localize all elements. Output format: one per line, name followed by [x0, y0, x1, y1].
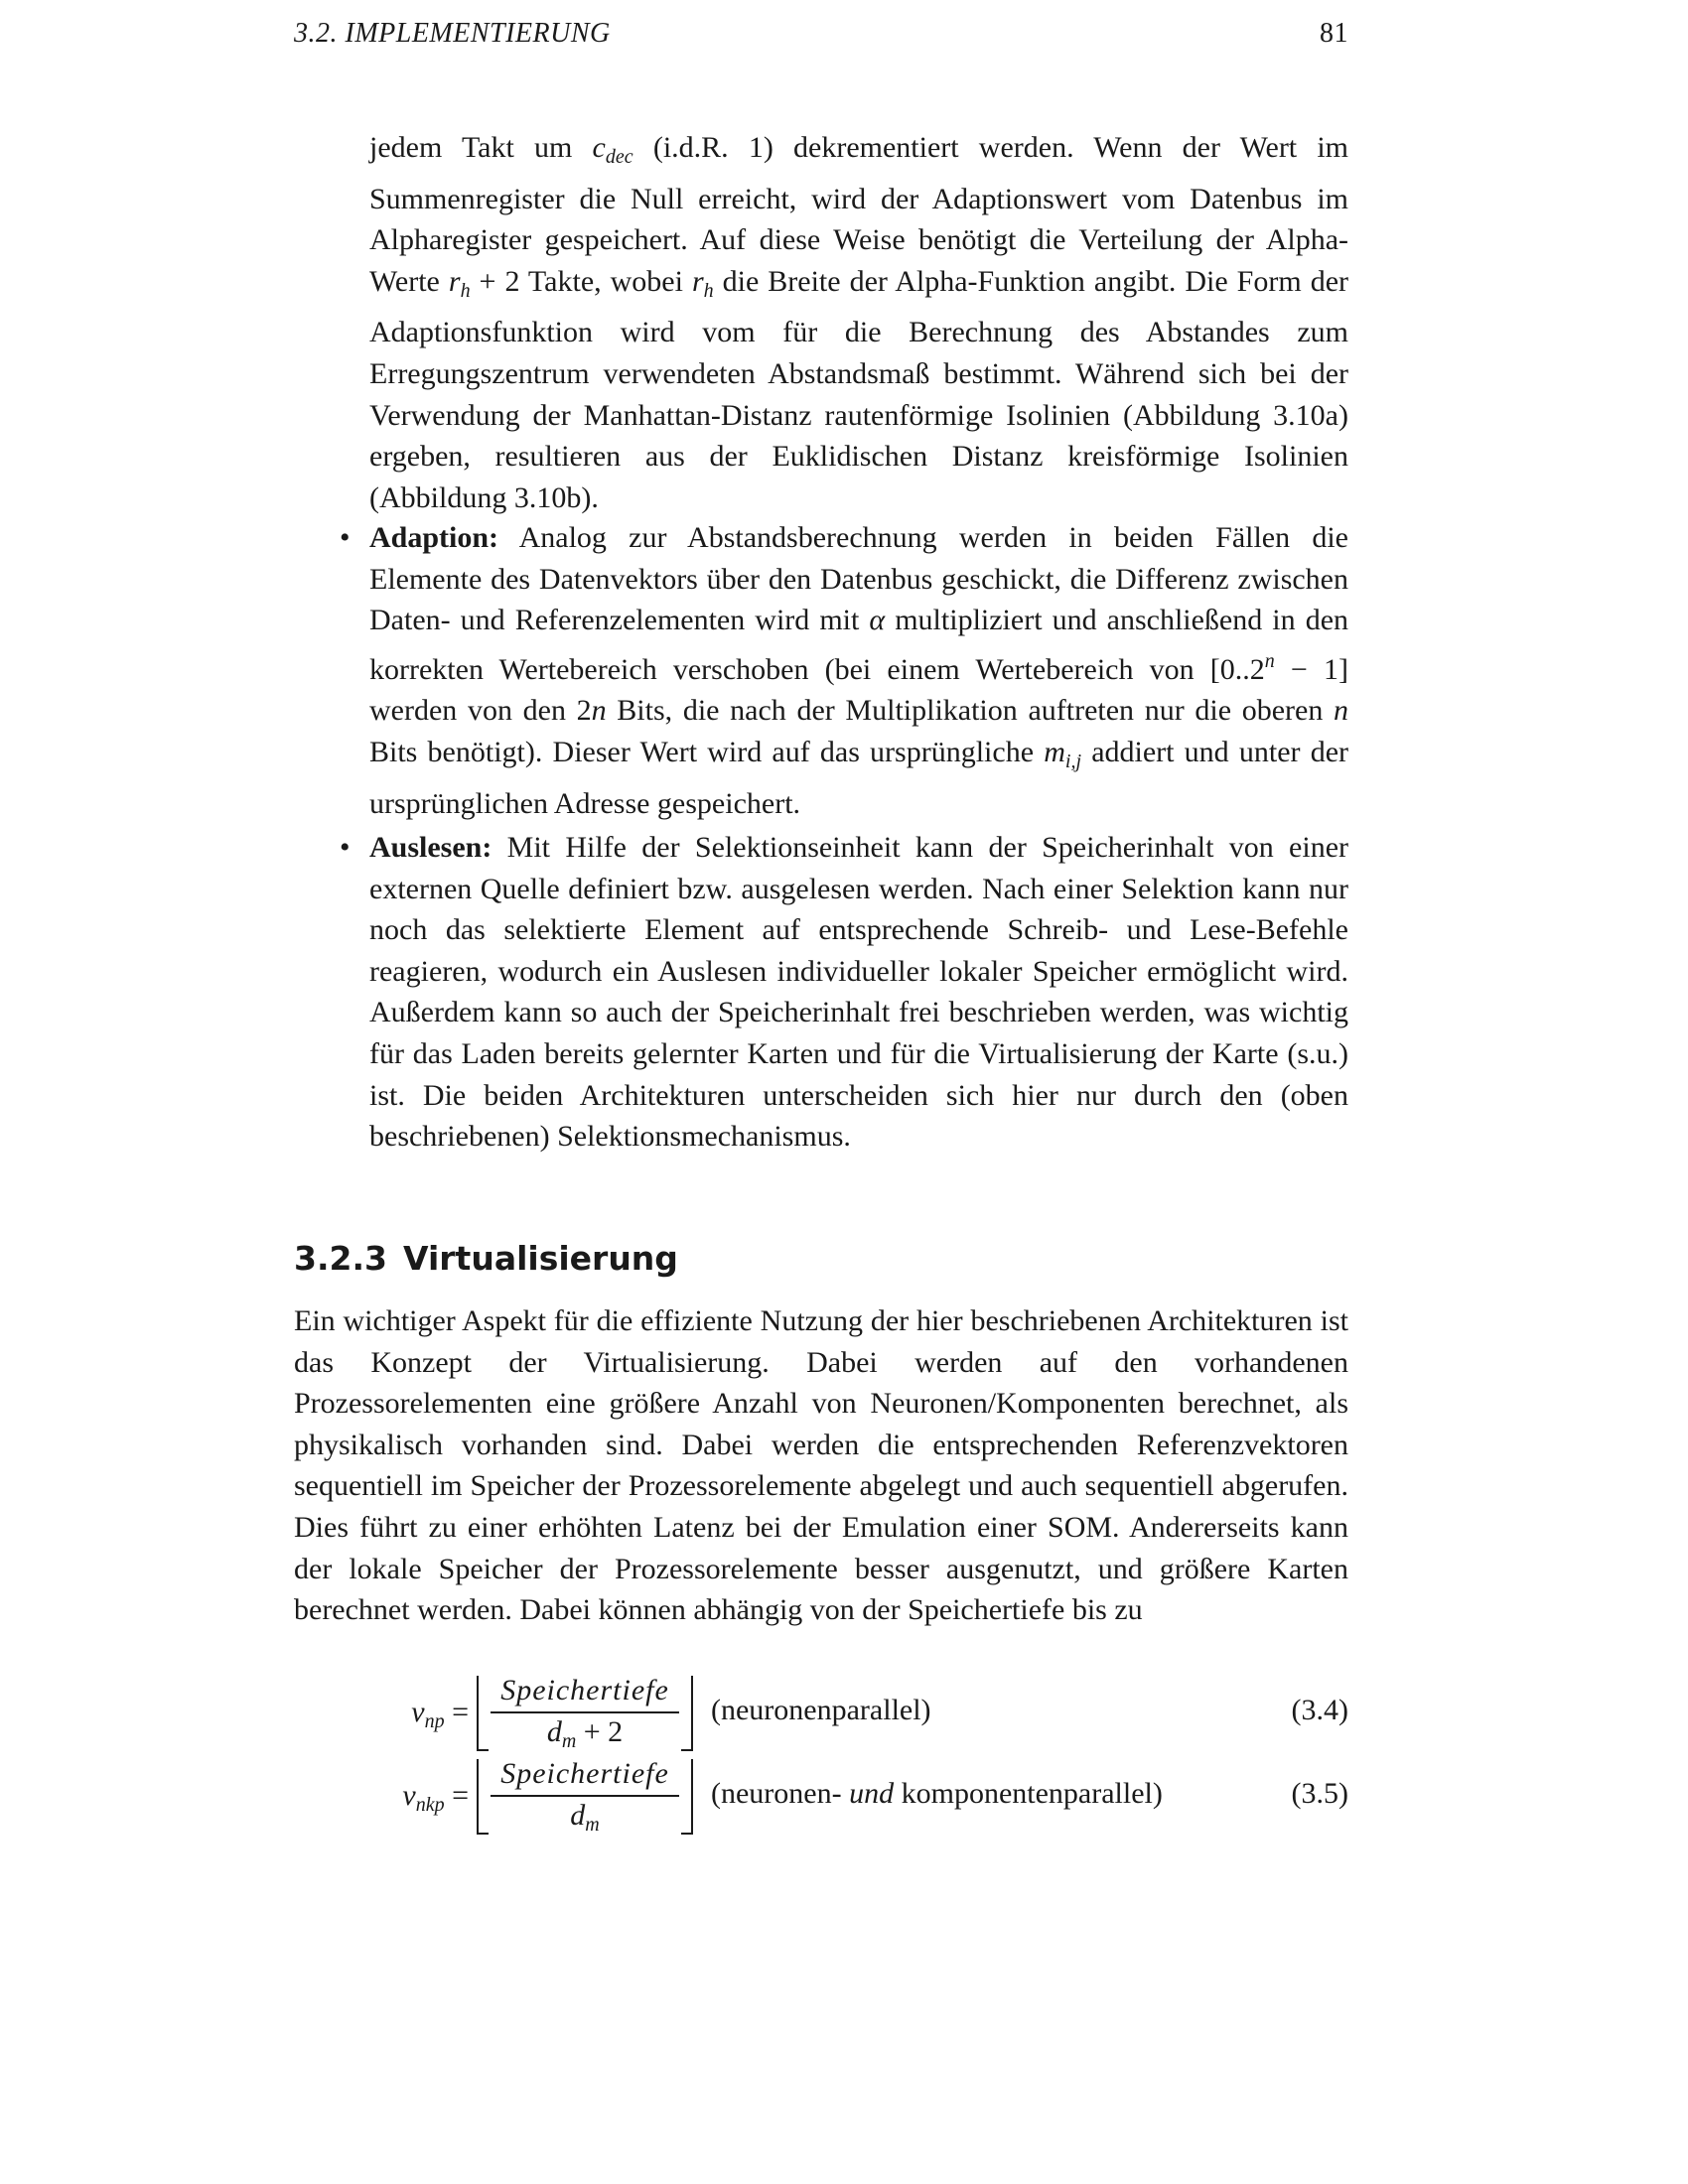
den-rest: + 2 [576, 1715, 624, 1748]
section-title: Virtualisierung [403, 1239, 678, 1278]
item-text: Bits, die nach der Multiplikation auftreten nur die oberen [606, 694, 1334, 728]
math-alpha: α [869, 604, 886, 637]
section-number: 3.2.3 [294, 1239, 387, 1278]
floor-fraction [477, 1757, 693, 1837]
equation-lhs [411, 1696, 469, 1733]
den-sub: m [585, 1814, 600, 1836]
math-r: r [691, 264, 704, 298]
para-text: (i.d.R. 1) dekrementiert werden. Wenn der Wert im Summenregister die Null erreicht, wird der Adaptionswert vom Datenbus im Alpharegister gespeichert. Auf diese Weise benötigt die Verteilung der Alpha-Werte [369, 131, 1348, 298]
bullet: • [340, 521, 351, 554]
fraction-denominator [491, 1799, 679, 1837]
continuation-paragraph [369, 127, 1348, 518]
item-label: Auslesen: [369, 831, 492, 864]
equation-lhs [402, 1779, 469, 1817]
eq-var: v [402, 1779, 416, 1812]
desc-text: (neuronenparallel) [711, 1694, 931, 1726]
para-text: jedem Takt um [369, 131, 593, 164]
item-label: Adaption: [369, 521, 499, 554]
fraction-bar [491, 1795, 679, 1797]
eq-var-sub: nkp [415, 1794, 445, 1816]
equation-number: (3.4) [1291, 1694, 1348, 1726]
eq-equals: = [452, 1696, 469, 1728]
math-m-sub: i,j [1064, 750, 1082, 772]
page-number: 81 [1320, 18, 1348, 49]
para-text: die Breite der Alpha-Funktion angibt. Die Form der Adaptionsfunktion wird vom für die Berechnung des Abstandes zum Erregungszentrum verwendeten Abstandsmaß bestimmt. Während sich bei der Verwendung der Manhattan-Distanz rautenförmige Isolinien (Abbildung 3.10a) ergeben, resultieren aus der Euklidischen Distanz kreisförmige Isolinien (Abbildung 3.10b). [369, 264, 1349, 514]
running-head-section: 3.2. IMPLEMENTIERUNG [294, 18, 611, 49]
math-c: c [592, 131, 606, 164]
math-n: n [1334, 694, 1348, 728]
equation-number: (3.5) [1291, 1777, 1348, 1810]
eq-var: v [411, 1696, 425, 1728]
item-text: Bits benötigt). Dieser Wert wird auf das ursprüngliche [369, 735, 1045, 768]
floor-bracket-left [477, 1676, 489, 1751]
list-item-adaption [340, 517, 1349, 824]
desc-em: und [849, 1777, 895, 1810]
equation-3-4 [294, 1674, 1348, 1753]
den-sub: m [561, 1730, 577, 1752]
floor-fraction [477, 1674, 693, 1753]
fraction-bar [491, 1711, 679, 1713]
item-text: − 1] werden von den 2 [369, 652, 1348, 728]
math-r: r [448, 264, 461, 298]
fraction-numerator: Speichertiefe [500, 1757, 669, 1790]
bullet: • [340, 831, 351, 864]
section-heading [294, 1239, 678, 1278]
para-text: + 2 Takte, wobei [470, 264, 692, 298]
item-text: Analog zur Abstandsberechnung werden in beiden Fällen die Elemente des Datenvektors über den Datenbus geschickt, die Differenz zwischen Daten- und Referenzelementen wird mit [369, 521, 1348, 637]
desc-text: komponentenparallel) [894, 1777, 1163, 1810]
fraction-denominator [491, 1715, 679, 1753]
math-n: n [591, 694, 607, 728]
floor-bracket-right [681, 1759, 693, 1835]
item-text: Mit Hilfe der Selektionseinheit kann der Speicherinhalt von einer externen Quelle definiert bzw. ausgelesen werden. Nach einer Selektion kann nur noch das selektierte Element auf entsprechende Schreib- und Lese-Befehle reagieren, wodurch ein Auslesen individueller lokaler Speicher ermöglicht wird. Außerdem kann so auch der Speicherinhalt frei beschrieben werden, was wichtig für das Laden bereits gelernter Karten und für die Virtualisierung der Karte (s.u.) ist. Die beiden Architekturen unterscheiden sich hier nur durch den (oben beschriebenen) Selektionsmechanismus. [369, 831, 1348, 1154]
fraction-numerator: Speichertiefe [500, 1674, 669, 1706]
den-var: d [546, 1715, 562, 1748]
equation-description [711, 1777, 1163, 1811]
section-paragraph [294, 1300, 1348, 1631]
math-r-sub: h [460, 279, 471, 302]
floor-bracket-right [681, 1676, 693, 1751]
eq-var-sub: np [424, 1710, 445, 1732]
math-sup-n: n [1264, 649, 1275, 672]
paragraph-text: Ein wichtiger Aspekt für die effiziente Nutzung der hier beschriebenen Architekturen ist das Konzept der Virtualisierung. Dabei werden auf den vorhandenen Prozessorelementen eine größere Anzahl von Neuronen/Komponenten berechnet, als physikalisch vorhanden sind. Dabei werden die entsprechenden Referenzvektoren sequentiell im Speicher der Prozessorelemente abgelegt und auch sequentiell abgerufen. Dies führt zu einer erhöhten Latenz bei der Emulation einer SOM. Andererseits kann der lokale Speicher der Prozessorelemente besser ausgenutzt, und größere Karten berechnet werden. Dabei können abhängig von der Speichertiefe bis zu [294, 1304, 1348, 1627]
den-var: d [570, 1799, 586, 1832]
list-item-auslesen [340, 827, 1348, 1158]
item-text: addiert und unter der ursprünglichen Adresse gespeichert. [369, 735, 1348, 820]
floor-bracket-left [477, 1759, 489, 1835]
item-text: multipliziert und anschließend in den korrekten Wertebereich verschoben (bei einem Wertebereich von [0..2 [369, 604, 1349, 686]
running-head [294, 18, 1348, 58]
equation-description [711, 1694, 931, 1727]
math-c-sub: dec [605, 146, 633, 168]
math-r-sub: h [703, 279, 714, 302]
equation-3-5 [294, 1757, 1348, 1837]
desc-text: (neuronen- [711, 1777, 850, 1810]
eq-equals: = [452, 1779, 469, 1812]
math-m: m [1044, 735, 1065, 768]
